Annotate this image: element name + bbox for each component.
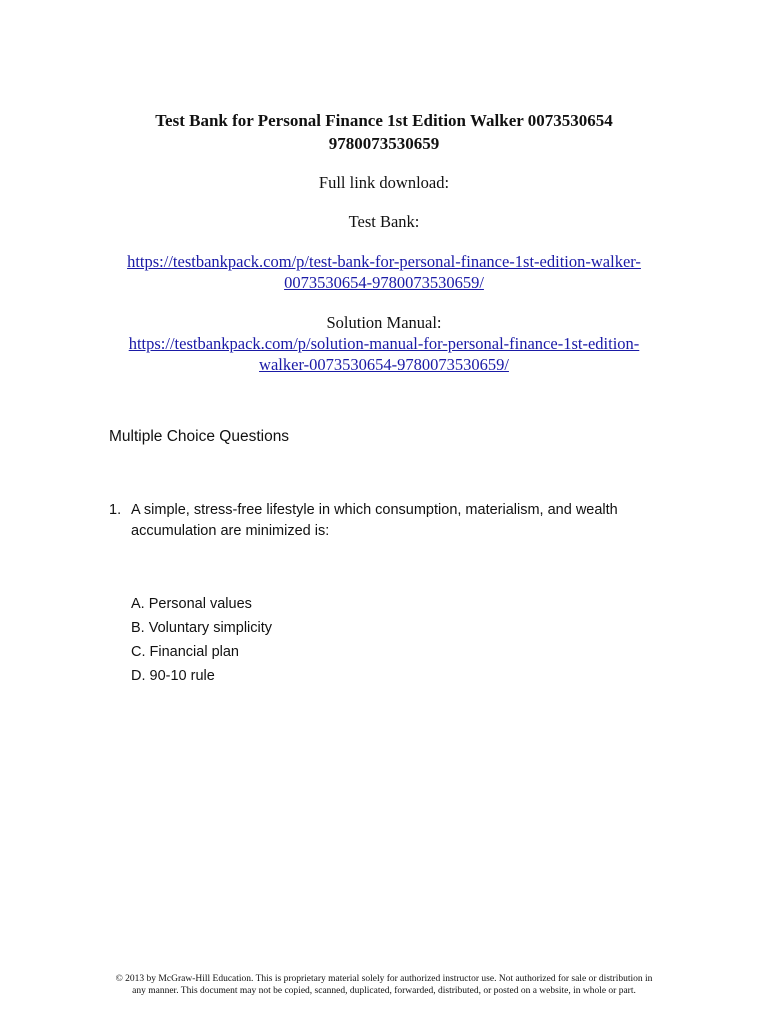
answer-option-a: A. Personal values [131, 596, 252, 612]
full-link-label: Full link download: [318, 173, 450, 192]
question-text-line-2: accumulation are minimized is: [131, 523, 330, 539]
test-bank-link-line-2[interactable]: 0073530654-9780073530659/ [284, 273, 484, 292]
copyright-footer-line-1: © 2013 by McGraw-Hill Education. This is proprietary material solely for authorized instructor use. Not authorized for sale or distribution in [115, 974, 653, 984]
document-title [40, 109, 728, 155]
question-number: 1. [109, 502, 122, 518]
copyright-footer-line-2: any manner. This document may not be copied, scanned, duplicated, forwarded, distributed, or posted on a website, in whole or part. [132, 986, 636, 996]
copyright-footer [60, 973, 708, 997]
question-text [131, 500, 669, 542]
document-title-line-2: 9780073530659 [328, 134, 440, 153]
question-1 [109, 500, 669, 542]
test-bank-label: Test Bank: [348, 212, 420, 231]
solution-manual-link-line-1[interactable]: https://testbankpack.com/p/solution-manual-for-personal-finance-1st-edition- [128, 334, 640, 353]
solution-manual-label: Solution Manual: [326, 313, 442, 332]
test-bank-link[interactable] [40, 251, 728, 293]
section-heading: Multiple Choice Questions [109, 428, 290, 445]
answer-option-d: D. 90-10 rule [131, 668, 215, 684]
test-bank-link-line-1[interactable]: https://testbankpack.com/p/test-bank-for-personal-finance-1st-edition-walker- [127, 252, 641, 271]
answer-option-b: B. Voluntary simplicity [131, 620, 273, 636]
solution-manual-link[interactable] [40, 333, 728, 375]
answer-option-c: C. Financial plan [131, 644, 239, 660]
solution-manual-link-line-2[interactable]: walker-0073530654-9780073530659/ [259, 355, 509, 374]
document-title-line-1: Test Bank for Personal Finance 1st Edition Walker 0073530654 [155, 111, 613, 130]
question-text-line-1: A simple, stress-free lifestyle in which consumption, materialism, and wealth [131, 502, 618, 518]
answer-options [131, 592, 272, 688]
